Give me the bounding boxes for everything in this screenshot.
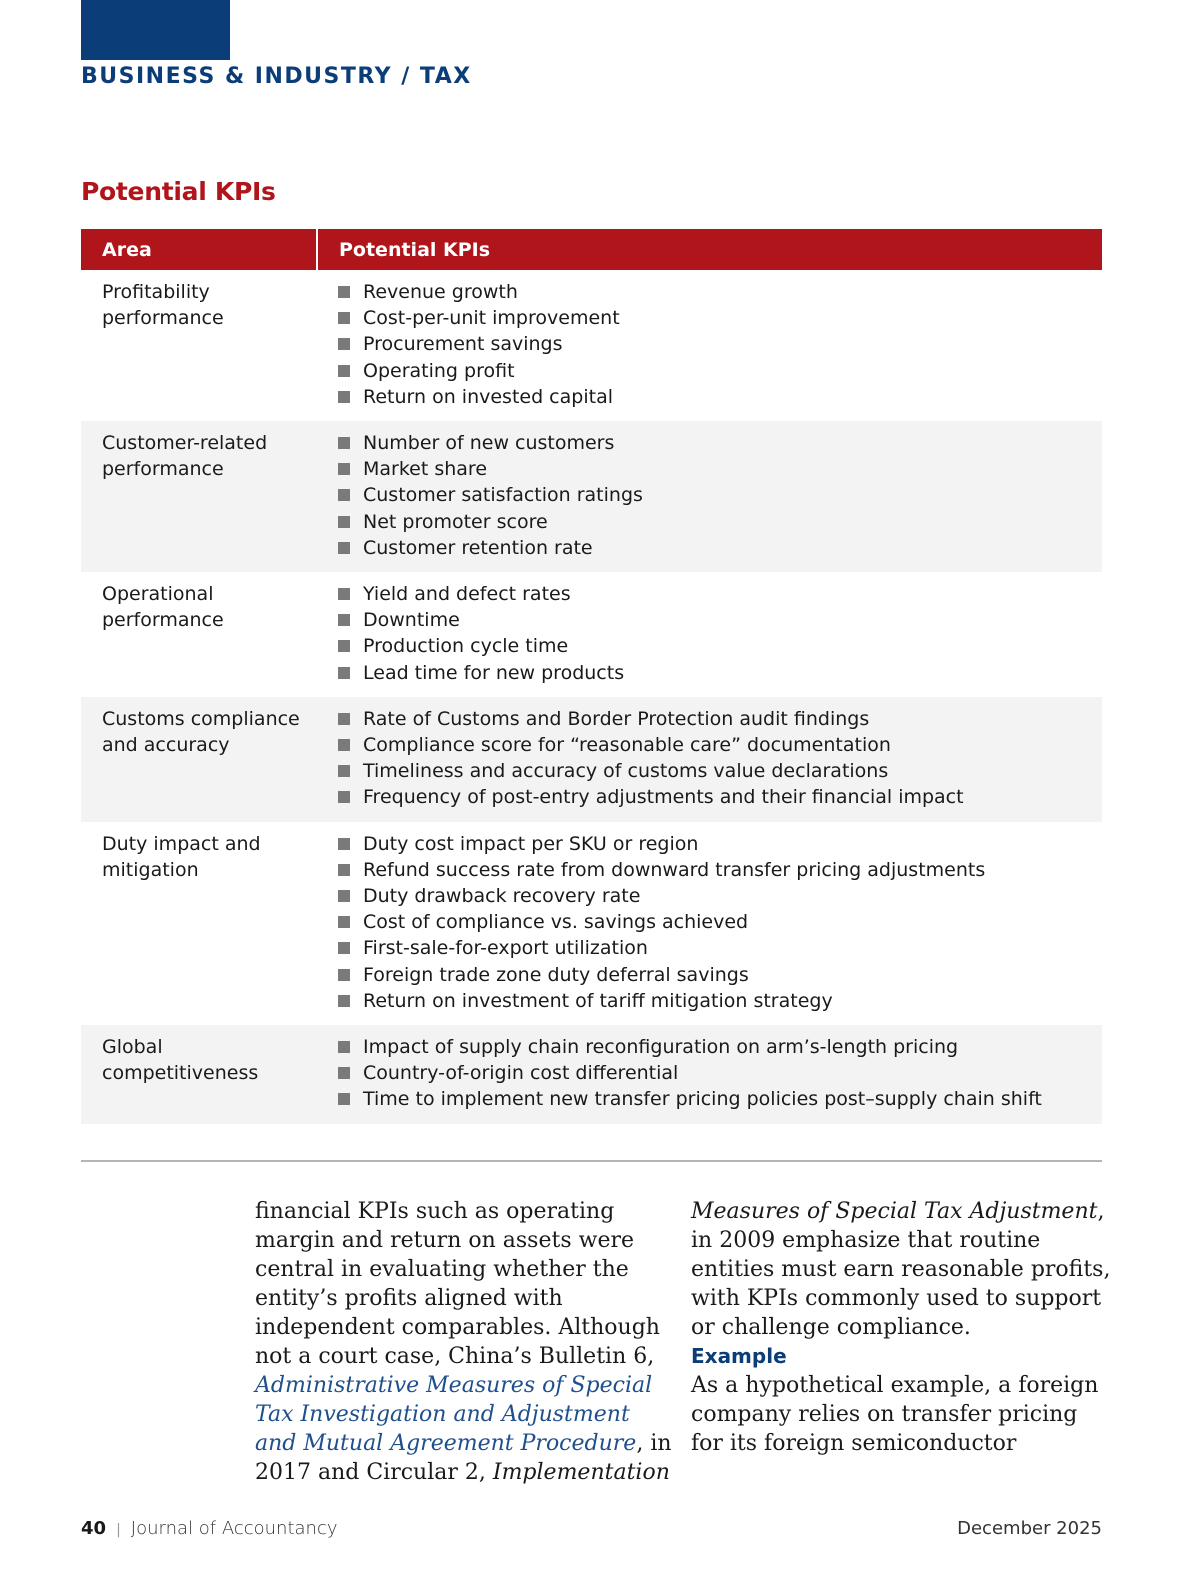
- kpi-item: [338, 581, 1102, 607]
- table-header-row: [81, 229, 1102, 270]
- kpi-text: Revenue growth: [363, 281, 518, 303]
- square-bullet-icon: [338, 713, 350, 725]
- footer-date: December 2025: [957, 1518, 1102, 1539]
- square-bullet-icon: [338, 365, 350, 377]
- square-bullet-icon: [338, 516, 350, 528]
- kpi-text: Country-of-origin cost differential: [363, 1062, 679, 1085]
- kpi-item: [338, 935, 1102, 961]
- kpi-list: [338, 430, 1102, 561]
- kpi-text: Timeliness and accuracy of customs value declarations: [363, 760, 889, 783]
- square-bullet-icon: [338, 588, 350, 600]
- kpi-text: Yield and defect rates: [363, 583, 571, 606]
- document-title: Implementation: [492, 1460, 670, 1485]
- table-row: [81, 270, 1102, 421]
- square-bullet-icon: [338, 765, 350, 777]
- kpi-text: Frequency of post-entry adjustments and their financial impact: [363, 786, 964, 809]
- square-bullet-icon: [338, 995, 350, 1007]
- kpi-item: [338, 279, 1102, 305]
- square-bullet-icon: [338, 1093, 350, 1105]
- document-title: Measures of Special Tax Adjustment: [691, 1199, 1098, 1224]
- kpi-item: [338, 305, 1102, 331]
- kpi-list: [338, 581, 1102, 686]
- kpi-text: Market share: [363, 458, 488, 481]
- kpi-text: Cost-per-unit improvement: [363, 307, 620, 330]
- column-header-kpis: Potential KPIs: [317, 229, 1102, 270]
- table-title: Potential KPIs: [81, 177, 276, 206]
- body-paragraph: [691, 1197, 1111, 1342]
- kpis-cell: [317, 1025, 1102, 1124]
- kpi-text: First-sale-for-export utilization: [363, 937, 648, 960]
- kpi-item: [338, 883, 1102, 909]
- kpi-text: Impact of supply chain reconfiguration on arm’s-length pricing: [363, 1036, 959, 1059]
- kpi-text: Duty drawback recovery rate: [363, 885, 641, 908]
- table-row: [81, 572, 1102, 697]
- square-bullet-icon: [338, 791, 350, 803]
- kpi-text: Customer retention rate: [363, 536, 593, 559]
- area-cell: Operational performance: [102, 583, 224, 632]
- kpi-text: Time to implement new transfer pricing policies post–supply chain shift: [363, 1088, 1042, 1111]
- page-number: 40: [81, 1518, 107, 1539]
- area-cell: Global competitiveness: [81, 1025, 317, 1124]
- kpi-item: [338, 857, 1102, 883]
- journal-name: Journal of Accountancy: [130, 1518, 338, 1539]
- kpi-item: [338, 706, 1102, 732]
- kpi-item: [338, 482, 1102, 508]
- square-bullet-icon: [338, 312, 350, 324]
- square-bullet-icon: [338, 739, 350, 751]
- kpi-item: [338, 633, 1102, 659]
- kpi-item: [338, 660, 1102, 686]
- square-bullet-icon: [338, 614, 350, 626]
- body-text: , in 2017 and Circular 2,: [255, 1431, 672, 1485]
- body-column-right: [691, 1197, 1111, 1458]
- area-cell: Profitability performance: [102, 281, 224, 330]
- kpi-item: [338, 732, 1102, 758]
- table-row: [81, 697, 1102, 822]
- section-label: BUSINESS & INDUSTRY / TAX: [81, 64, 472, 89]
- kpis-cell: [317, 421, 1102, 572]
- kpi-item: [338, 331, 1102, 357]
- square-bullet-icon: [338, 489, 350, 501]
- square-bullet-icon: [338, 667, 350, 679]
- kpi-item: [338, 1034, 1102, 1060]
- kpi-item: [338, 831, 1102, 857]
- square-bullet-icon: [338, 463, 350, 475]
- square-bullet-icon: [338, 640, 350, 652]
- square-bullet-icon: [338, 916, 350, 928]
- footer-separator: |: [116, 1522, 121, 1538]
- body-text: , in 2009 emphasize that routine entities must earn reasonable profits, with KPIs commonly used to support or challenge compliance.: [691, 1199, 1111, 1340]
- area-cell: Customer-related performance: [81, 421, 317, 572]
- square-bullet-icon: [338, 1041, 350, 1053]
- kpi-item: [338, 358, 1102, 384]
- body-paragraph: As a hypothetical example, a foreign company relies on transfer pricing for its foreign semiconductor: [691, 1373, 1099, 1456]
- kpi-item: [338, 909, 1102, 935]
- kpi-text: Customer satisfaction ratings: [363, 484, 643, 507]
- square-bullet-icon: [338, 864, 350, 876]
- kpi-text: Net promoter score: [363, 510, 548, 533]
- kpi-item: [338, 988, 1102, 1014]
- kpi-text: Number of new customers: [363, 432, 615, 455]
- kpis-cell: [317, 697, 1102, 822]
- body-paragraph: [255, 1197, 675, 1487]
- table-row: [81, 421, 1102, 572]
- kpi-list: [338, 279, 1102, 410]
- table-row: [81, 1025, 1102, 1124]
- kpi-text: Refund success rate from downward transfer pricing adjustments: [363, 858, 986, 881]
- kpi-text: Cost of compliance vs. savings achieved: [363, 911, 749, 934]
- kpi-text: Foreign trade zone duty deferral savings: [363, 963, 749, 986]
- kpi-text: Production cycle time: [363, 635, 569, 658]
- kpi-item: [338, 384, 1102, 410]
- kpi-text: Duty cost impact per SKU or region: [363, 832, 699, 855]
- table-body: [81, 270, 1102, 1124]
- document-title-link[interactable]: Administrative Measures of Special Tax Investigation and Adjustment and Mutual Agreement Procedure: [255, 1373, 653, 1456]
- kpi-item: [338, 758, 1102, 784]
- square-bullet-icon: [338, 338, 350, 350]
- kpi-item: [338, 962, 1102, 988]
- kpi-item: [338, 1060, 1102, 1086]
- kpi-text: Rate of Customs and Border Protection audit findings: [363, 707, 870, 730]
- kpi-text: Compliance score for “reasonable care” documentation: [363, 734, 891, 757]
- kpi-item: [338, 456, 1102, 482]
- kpi-text: Procurement savings: [363, 333, 563, 356]
- section-divider: [81, 1160, 1102, 1162]
- square-bullet-icon: [338, 542, 350, 554]
- footer-left: [81, 1518, 338, 1539]
- kpi-text: Return on investment of tariff mitigation strategy: [363, 989, 833, 1012]
- kpi-text: Operating profit: [363, 359, 515, 382]
- kpis-cell: [317, 822, 1102, 1025]
- example-heading: Example: [691, 1344, 787, 1368]
- kpi-list: [338, 706, 1102, 811]
- kpi-text: Lead time for new products: [363, 661, 625, 684]
- kpi-item: [338, 509, 1102, 535]
- kpi-item: [338, 607, 1102, 633]
- square-bullet-icon: [338, 969, 350, 981]
- kpi-text: Return on invested capital: [363, 385, 613, 408]
- area-cell: Customs compliance and accuracy: [81, 697, 317, 822]
- body-text: financial KPIs such as operating margin and return on assets were central in evaluating whether the entity’s profits aligned with independent comparables. Although not a court case, China’s Bulletin 6,: [255, 1199, 660, 1369]
- kpi-item: [338, 430, 1102, 456]
- body-column-left: [255, 1197, 675, 1487]
- table-row: [81, 822, 1102, 1025]
- square-bullet-icon: [338, 286, 350, 298]
- kpi-list: [338, 1034, 1102, 1113]
- kpi-list: [338, 831, 1102, 1014]
- kpi-table: [81, 229, 1102, 1124]
- kpi-text: Downtime: [363, 609, 460, 632]
- column-header-area: Area: [81, 229, 317, 270]
- kpis-cell: [317, 572, 1102, 697]
- kpi-item: [338, 535, 1102, 561]
- square-bullet-icon: [338, 838, 350, 850]
- square-bullet-icon: [338, 1067, 350, 1079]
- square-bullet-icon: [338, 942, 350, 954]
- kpi-item: [338, 784, 1102, 810]
- square-bullet-icon: [338, 437, 350, 449]
- kpis-cell: [317, 270, 1102, 421]
- square-bullet-icon: [338, 890, 350, 902]
- kpi-item: [338, 1086, 1102, 1112]
- square-bullet-icon: [338, 391, 350, 403]
- area-cell: Duty impact and mitigation: [102, 832, 261, 881]
- header-color-block: [81, 0, 230, 60]
